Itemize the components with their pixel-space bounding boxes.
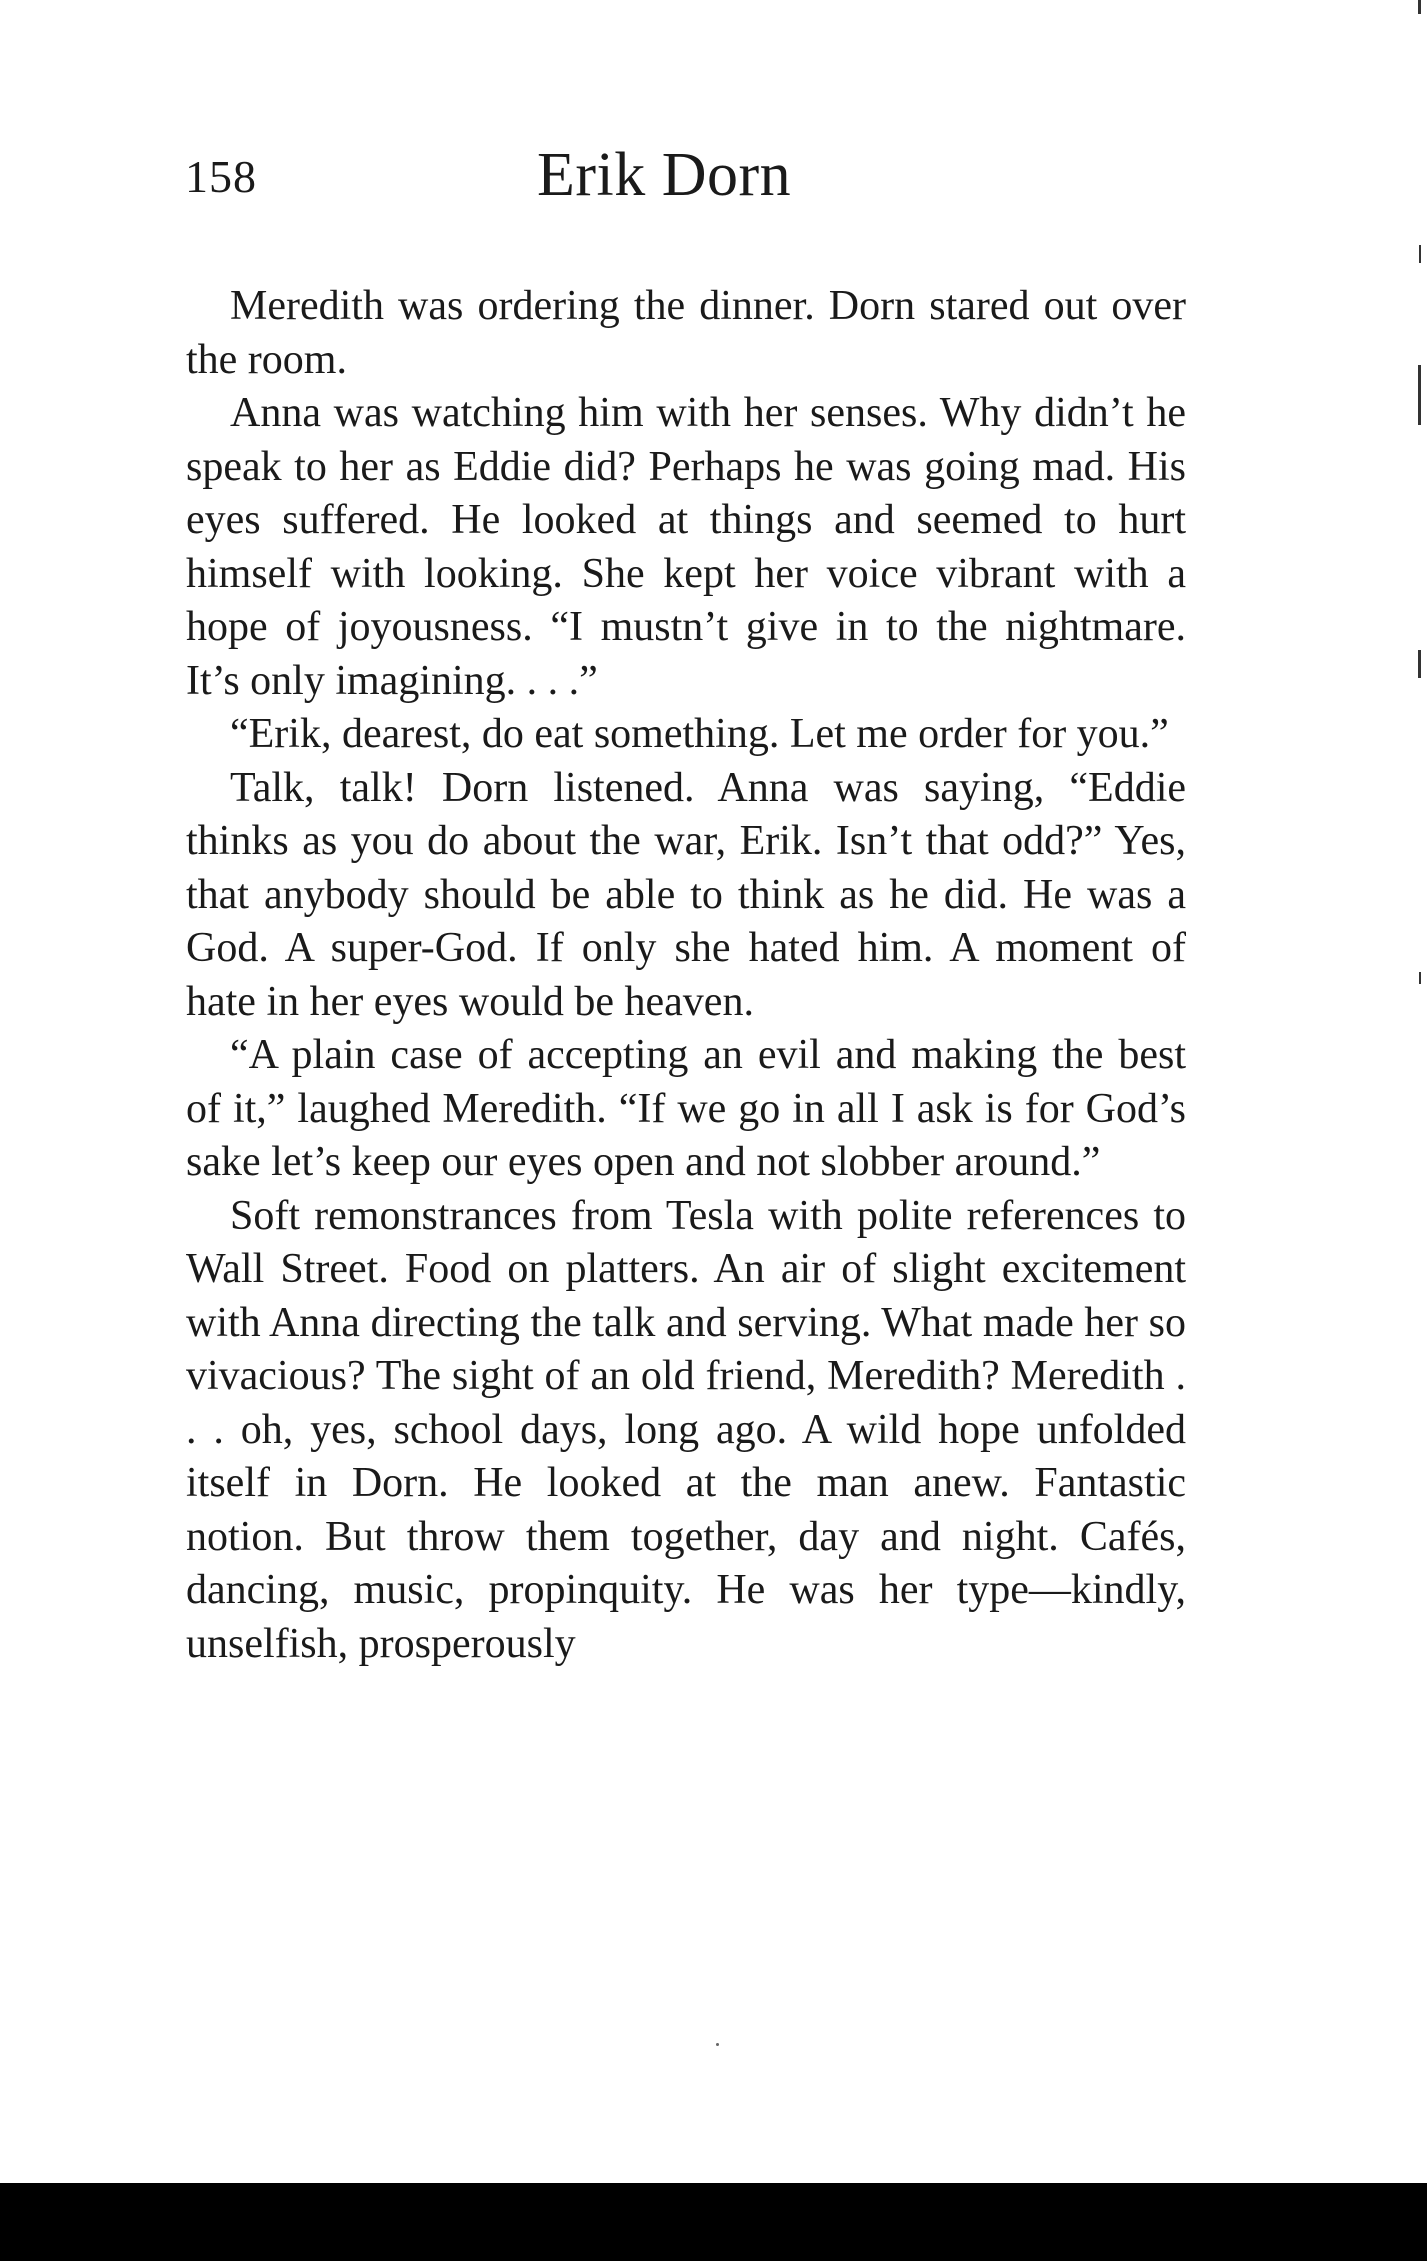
scan-edge-marks <box>1407 0 1427 2261</box>
paragraph: “A plain case of accepting an evil and making the best of it,” laughed Meredith. “If we go in all I ask is for God’s sake let’s keep our eyes open and not slobber around.” <box>186 1032 1186 1185</box>
scan-edge-mark <box>1419 245 1421 263</box>
page-header <box>185 140 1185 220</box>
paragraph: Anna was watching him with her senses. Why didn’t he speak to her as Eddie did? Perhaps he was going mad. His eyes suffered. He looked at things and seemed to hurt himself with looking. She kept her voice vibrant with a hope of joyousness. “I mustn’t give in to the nightmare. It’s only imagining. . . .” <box>186 390 1186 704</box>
paragraph: “Erik, dearest, do eat something. Let me order for you.” <box>230 711 1169 757</box>
scan-edge-mark <box>1419 972 1421 984</box>
paragraph: Meredith was ordering the dinner. Dorn stared out over the room. <box>186 283 1186 383</box>
scan-edge-mark <box>1418 365 1421 425</box>
paragraph: Talk, talk! Dorn listened. Anna was saying, “Eddie thinks as you do about the war, Erik. Isn’t that odd?” Yes, that anybody should be able to think as he did. He was a God. A super-God. If only she hated him. A moment of hate in her eyes would be heaven. <box>186 764 1186 1025</box>
scan-edge-mark <box>1418 650 1421 678</box>
running-title: Erik Dorn <box>537 141 792 209</box>
scan-bottom-border <box>0 2183 1427 2261</box>
paragraph: Soft remonstrances from Tesla with polite references to Wall Street. Food on platters. An air of slight excitement with Anna directing the talk and serving. What made her so vivacious? The sight of an old friend, Meredith? Meredith . . . oh, yes, school days, long ago. A wild hope unfolded itself in Dorn. He looked at the man anew. Fantastic notion. But throw them together, day and night. Cafés, dancing, music, propinquity. He was her type—kindly, unselfish, prosperously <box>186 1192 1186 1667</box>
page-number: 158 <box>185 151 257 202</box>
body-text <box>186 280 1186 1671</box>
scan-speck <box>716 2043 719 2046</box>
scan-edge-mark <box>1418 0 1421 14</box>
